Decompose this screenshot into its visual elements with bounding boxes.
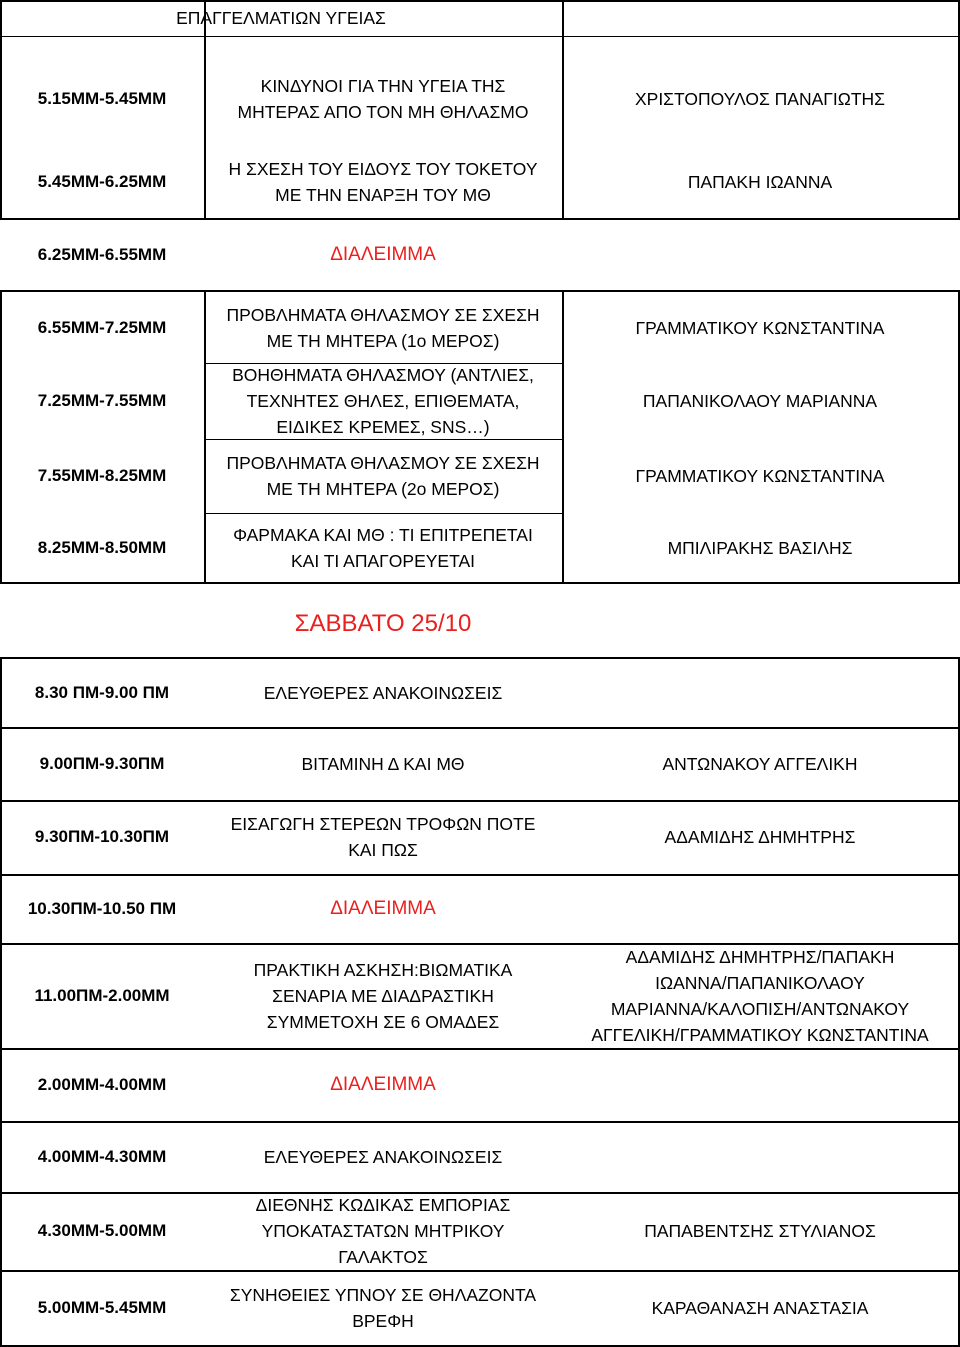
session-topic-line: ΕΛΕΥΘΕΡΕΣ ΑΝΑΚΟΙΝΩΣΕΙΣ: [263, 1146, 503, 1167]
session-topic-line: ΜΕ ΤΗ ΜΗΤΕΡΑ (1ο ΜΕΡΟΣ): [266, 330, 500, 351]
session-speaker: [562, 513, 958, 582]
session-speaker-line: ΠΑΠΑΚΗ ΙΩΑΝΝΑ: [687, 172, 833, 192]
session-topic-line: ΒΙΤΑΜΙΝΗ Δ ΚΑΙ ΜΘ: [301, 753, 465, 774]
session-speaker: [562, 800, 958, 874]
session-time: 7.55ΜΜ-8.25ΜΜ: [37, 466, 167, 485]
session-speaker: [562, 1192, 958, 1270]
session-topic-line: ΠΡΑΚΤΙΚΗ ΑΣΚΗΣΗ:ΒΙΩΜΑΤΙΚΑ: [253, 959, 513, 980]
session-time: 8.25ΜΜ-8.50ΜΜ: [37, 537, 167, 557]
session-speaker: [562, 1270, 958, 1345]
session-topic: [204, 1192, 562, 1270]
session-speaker-line: ΓΡΑΜΜΑΤΙΚΟΥ ΚΩΝΣΤΑΝΤΙΝΑ: [635, 466, 885, 486]
session-speaker-line: ΜΑΡΙΑΝΝΑ/ΚΑΛΟΠΙΣΗ/ΑΝΤΩΝΑΚΟΥ: [610, 998, 910, 1019]
row-divider: [204, 439, 562, 440]
session-topic-line: ΣΕΝΑΡΙΑ ΜΕ ΔΙΑΔΡΑΣΤΙΚΗ: [272, 985, 494, 1006]
session-speaker-line: ΙΩΑΝΝΑ/ΠΑΠΑΝΙΚΟΛΑΟΥ: [655, 972, 865, 993]
session-speaker-line: ΠΑΠΑΝΙΚΟΛΑΟΥ ΜΑΡΙΑΝΝΑ: [642, 391, 878, 411]
session-topic: [204, 943, 562, 1048]
section-header: ΕΠΑΓΓΕΛΜΑΤΙΩΝ ΥΓΕΙΑΣ: [176, 8, 386, 28]
session-speaker-line: ΑΓΓΕΛΙΚΗ/ΓΡΑΜΜΑΤΙΚΟΥ ΚΩΝΣΤΑΝΤΙΝΑ: [591, 1024, 929, 1045]
session-topic-line: ΤΕΧΝΗΤΕΣ ΘΗΛΕΣ, ΕΠΙΘΕΜΑΤΑ,: [246, 391, 520, 411]
session-topic: [204, 146, 562, 218]
session-topic-line: ΜΕ ΤΗ ΜΗΤΕΡΑ (2ο ΜΕΡΟΣ): [266, 479, 500, 499]
table-border: [0, 582, 960, 584]
session-topic-line: ΚΑΙ ΠΩΣ: [348, 840, 418, 860]
session-speaker-line: ΑΝΤΩΝΑΚΟΥ ΑΓΓΕΛΙΚΗ: [662, 753, 858, 774]
session-topic-line: ΚΑΙ ΤΙ ΑΠΑΓΟΡΕΥΕΤΑΙ: [290, 550, 476, 571]
session-topic-line: ΥΠΟΚΑΤΑΣΤΑΤΩΝ ΜΗΤΡΙΚΟΥ: [261, 1221, 505, 1241]
session-topic: [204, 727, 562, 800]
day-heading: ΣΑΒΒΑΤΟ 25/10: [294, 610, 472, 637]
session-topic-line: ΜΗΤΕΡΑΣ ΑΠΟ ΤΟΝ ΜΗ ΘΗΛΑΣΜΟ: [237, 102, 529, 122]
session-topic-line: ΒΡΕΦΗ: [352, 1310, 414, 1331]
session-time: 5.15ΜΜ-5.45ΜΜ: [37, 89, 167, 108]
break-label-line: ΔΙΑΛΕΙΜΜΑ: [330, 897, 436, 919]
session-topic-line: Η ΣΧΕΣΗ ΤΟΥ ΕΙΔΟΥΣ ΤΟΥ ΤΟΚΕΤΟΥ: [228, 159, 538, 179]
session-topic: [204, 292, 562, 363]
table-border: [0, 657, 2, 1345]
session-topic-line: ΠΡΟΒΛΗΜΑΤΑ ΘΗΛΑΣΜΟΥ ΣΕ ΣΧΕΣΗ: [226, 304, 540, 325]
session-topic-line: ΚΙΝΔΥΝΟΙ ΓΙΑ ΤΗΝ ΥΓΕΙΑ ΤΗΣ: [260, 76, 506, 96]
session-speaker-line: ΚΑΡΑΘΑΝΑΣΗ ΑΝΑΣΤΑΣΙΑ: [651, 1297, 869, 1318]
session-time: 5.45ΜΜ-6.25ΜΜ: [37, 172, 167, 191]
table-border: [0, 36, 960, 37]
row-divider: [204, 363, 562, 364]
session-topic-line: ΕΛΕΥΘΕΡΕΣ ΑΝΑΚΟΙΝΩΣΕΙΣ: [263, 683, 503, 703]
session-topic: [204, 800, 562, 874]
session-speaker-line: ΑΔΑΜΙΔΗΣ ΔΗΜΗΤΡΗΣ: [664, 827, 856, 847]
session-topic: [204, 52, 562, 146]
session-topic-line: ΓΑΛΑΚΤΟΣ: [338, 1247, 428, 1267]
session-time: 8.30 ΠΜ-9.00 ΠΜ: [34, 683, 170, 702]
session-speaker: [562, 439, 958, 513]
session-time: 9.30ΠΜ-10.30ΠΜ: [34, 827, 170, 846]
session-topic: [204, 659, 562, 727]
session-topic-line: ΕΙΔΙΚΕΣ ΚΡΕΜΕΣ, SNS…): [276, 417, 490, 437]
session-time: 4.00ΜΜ-4.30ΜΜ: [37, 1146, 167, 1166]
session-time: 11.00ΠΜ-2.00ΜΜ: [34, 985, 170, 1005]
session-topic-line: ΔΙΕΘΝΗΣ ΚΩΔΙΚΑΣ ΕΜΠΟΡΙΑΣ: [255, 1195, 511, 1215]
session-speaker-line: ΠΑΠΑΒΕΝΤΣΗΣ ΣΤΥΛΙΑΝΟΣ: [644, 1221, 876, 1241]
session-speaker: [562, 292, 958, 363]
session-speaker-line: ΓΡΑΜΜΑΤΙΚΟΥ ΚΩΝΣΤΑΝΤΙΝΑ: [635, 317, 885, 338]
session-topic-line: ΕΙΣΑΓΩΓΗ ΣΤΕΡΕΩΝ ΤΡΟΦΩΝ ΠΟΤΕ: [230, 814, 536, 834]
session-speaker: [562, 52, 958, 146]
session-topic: [204, 1270, 562, 1345]
session-speaker-line: ΧΡΙΣΤΟΠΟΥΛΟΣ ΠΑΝΑΓΙΩΤΗΣ: [634, 89, 886, 109]
row-divider: [204, 513, 562, 514]
session-topic: [204, 1121, 562, 1192]
session-topic-line: ΠΡΟΒΛΗΜΑΤΑ ΘΗΛΑΣΜΟΥ ΣΕ ΣΧΕΣΗ: [226, 453, 540, 473]
break-label-line: ΔΙΑΛΕΙΜΜΑ: [330, 1073, 436, 1095]
session-topic: [204, 439, 562, 513]
session-speaker: [562, 727, 958, 800]
session-topic: [204, 513, 562, 582]
break-time: 6.25ΜΜ-6.55ΜΜ: [37, 245, 167, 264]
session-time: 7.25ΜΜ-7.55ΜΜ: [37, 391, 167, 410]
session-topic-line: ΒΟΗΘΗΜΑΤΑ ΘΗΛΑΣΜΟΥ (ΑΝΤΛΙΕΣ,: [232, 365, 534, 385]
session-topic-line: ΜΕ ΤΗΝ ΕΝΑΡΞΗ ΤΟΥ ΜΘ: [275, 185, 491, 205]
break-label: [204, 1048, 562, 1121]
session-topic-line: ΣΥΝΗΘΕΙΕΣ ΥΠΝΟΥ ΣΕ ΘΗΛΑΖΟΝΤΑ: [229, 1284, 537, 1305]
session-speaker-line: ΑΔΑΜΙΔΗΣ ΔΗΜΗΤΡΗΣ/ΠΑΠΑΚΗ: [625, 946, 895, 967]
session-speaker: [562, 146, 958, 218]
session-time: 2.00ΜΜ-4.00ΜΜ: [37, 1074, 167, 1094]
break-label: ΔΙΑΛΕΙΜΜΑ: [330, 244, 436, 265]
session-topic-line: ΦΑΡΜΑΚΑ ΚΑΙ ΜΘ : ΤΙ ΕΠΙΤΡΕΠΕΤΑΙ: [233, 524, 533, 545]
session-speaker-line: ΜΠΙΛΙΡΑΚΗΣ ΒΑΣΙΛΗΣ: [667, 537, 853, 558]
break-label: [204, 874, 562, 943]
session-time: 4.30ΜΜ-5.00ΜΜ: [37, 1221, 167, 1240]
session-topic-line: ΣΥΜΜΕΤΟΧΗ ΣΕ 6 ΟΜΑΔΕΣ: [266, 1011, 500, 1032]
session-time: 5.00ΜΜ-5.45ΜΜ: [37, 1297, 167, 1317]
session-time: 6.55ΜΜ-7.25ΜΜ: [37, 317, 167, 337]
session-speaker: [562, 363, 958, 439]
session-time: 10.30ΠΜ-10.50 ΠΜ: [27, 898, 177, 918]
session-speaker: [562, 943, 958, 1048]
session-time: 9.00ΠΜ-9.30ΠΜ: [39, 753, 165, 773]
session-topic: [204, 363, 562, 439]
